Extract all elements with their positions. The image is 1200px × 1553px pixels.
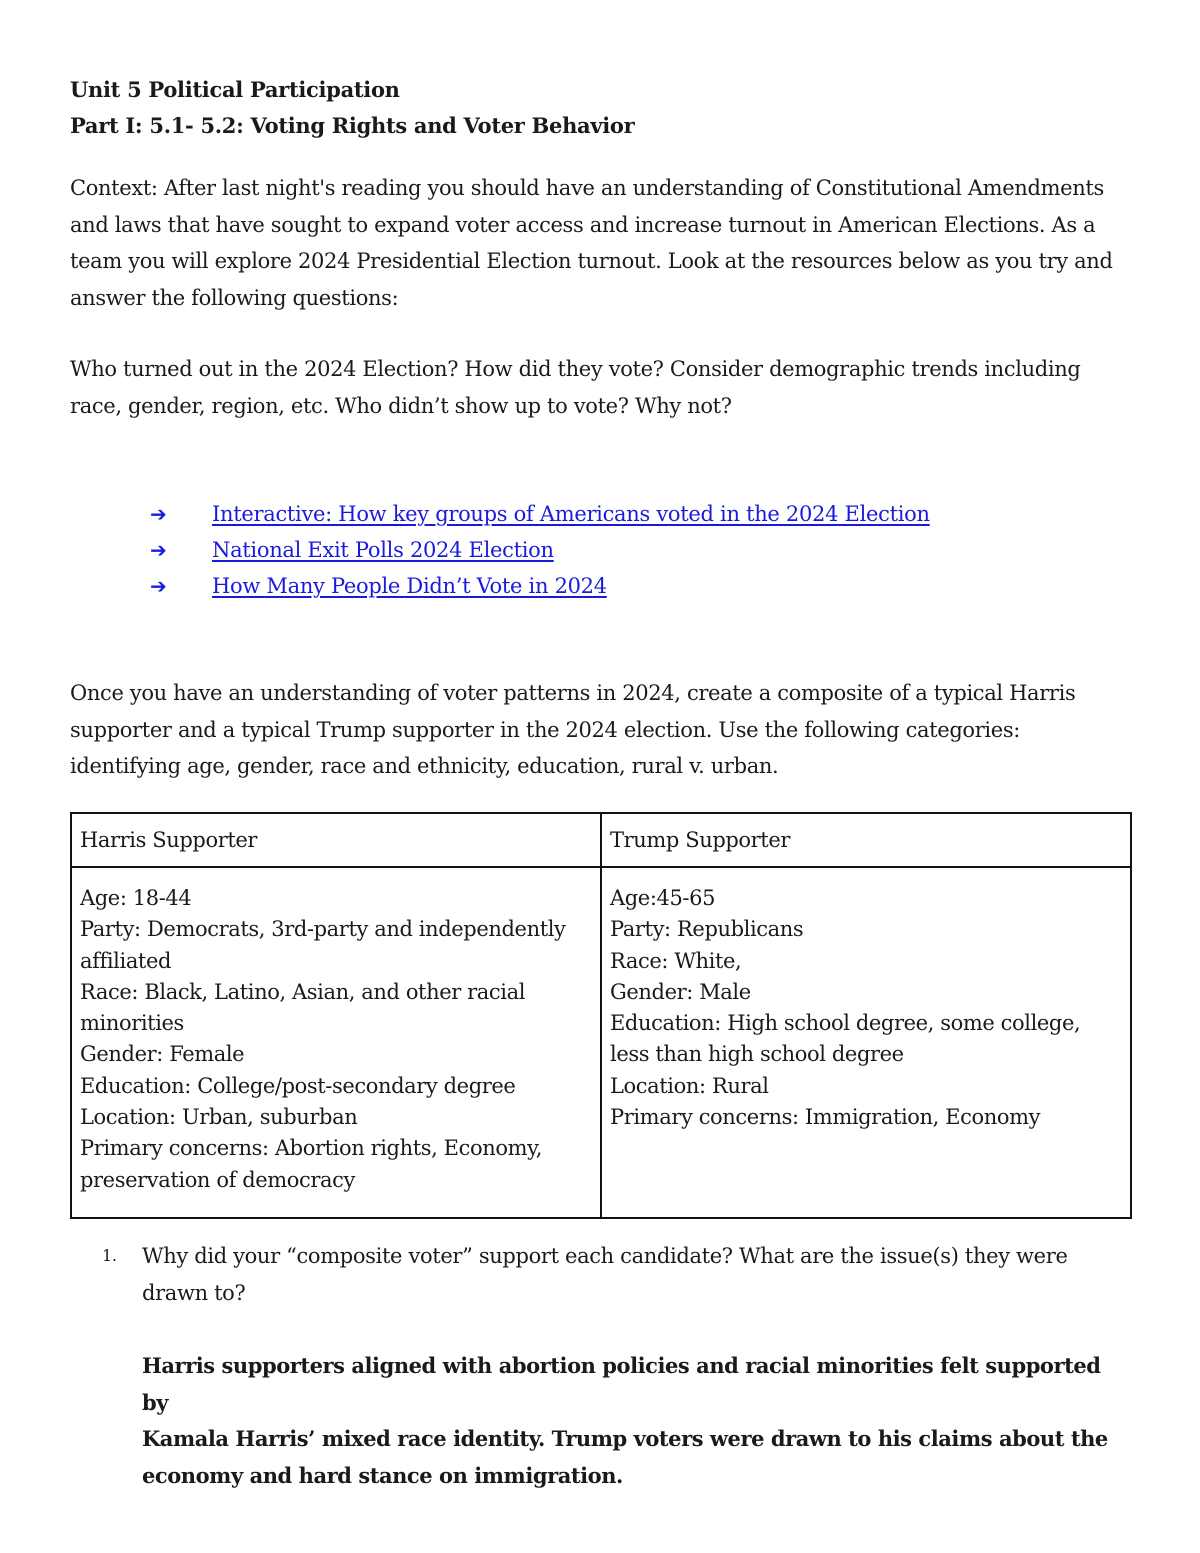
question-line: Why did your “composite voter” support each candidate? What are the issue(s) they were [142,1244,1068,1268]
resource-link-item [150,532,930,568]
context-line: Context: After last night's reading you should have an understanding of Constitutional Amendments [70,176,1104,200]
resource-link-item [150,568,930,604]
instructions-line: Once you have an understanding of voter patterns in 2024, create a composite of a typical Harris [70,681,1076,705]
link-national-exit-polls[interactable]: National Exit Polls 2024 Election [212,538,554,562]
trump-detail-line: Location: Rural [610,1073,769,1098]
table-header-row [71,813,1131,867]
trump-details-cell [601,867,1131,1218]
trump-detail-line: Age:45-65 [610,886,716,910]
answer-line: economy and hard stance on immigration. [142,1462,623,1488]
question-line: drawn to? [142,1280,246,1305]
harris-detail-line: Location: Urban, suburban [80,1105,358,1130]
harris-detail-line: Age: 18-44 [80,886,192,910]
harris-detail-line: minorities [80,1011,184,1036]
unit-title: Unit 5 Political Participation [70,77,400,102]
arrow-bullet-icon: ➔ [150,574,167,598]
guiding-question-line: race, gender, region, etc. Who didn’t show up to vote? Why not? [70,393,732,418]
trump-detail-line: Primary concerns: Immigration, Economy [610,1105,1041,1130]
question-text [142,1238,1102,1311]
trump-detail-line: Education: High school degree, some college, [610,1011,1081,1036]
link-interactive-key-groups[interactable]: Interactive: How key groups of Americans voted in the 2024 Election [212,502,930,526]
answer-1 [142,1348,1122,1494]
instructions-paragraph [70,675,1140,785]
trump-detail-line: Gender: Male [610,979,751,1004]
link-didnt-vote[interactable]: How Many People Didn’t Vote in 2024 [212,574,607,598]
part-title: Part I: 5.1- 5.2: Voting Rights and Voter Behavior [70,113,635,138]
resource-links-list [150,496,930,604]
context-paragraph [70,170,1140,316]
guiding-question-line: Who turned out in the 2024 Election? How did they vote? Consider demographic trends including [70,357,1081,381]
context-line: team you will explore 2024 Presidential Election turnout. Look at the resources below as you try and [70,249,1113,273]
harris-detail-line: preservation of democracy [80,1167,355,1192]
composite-voter-table [70,812,1132,1219]
answer-line: Kamala Harris’ mixed race identity. Trump voters were drawn to his claims about the [142,1426,1108,1451]
harris-detail-line: Gender: Female [80,1042,245,1067]
trump-detail-line: less than high school degree [610,1042,904,1067]
context-line: answer the following questions: [70,285,399,310]
harris-detail-line: affiliated [80,948,172,973]
arrow-bullet-icon: ➔ [150,502,167,526]
harris-detail-line: Party: Democrats, 3rd-party and independently [80,917,566,942]
question-number: 1. [102,1246,117,1265]
harris-detail-line: Primary concerns: Abortion rights, Economy, [80,1136,543,1161]
instructions-line: identifying age, gender, race and ethnicity, education, rural v. urban. [70,754,779,778]
harris-detail-line: Race: Black, Latino, Asian, and other racial [80,979,526,1004]
trump-detail-line: Party: Republicans [610,917,804,942]
trump-header-cell: Trump Supporter [601,813,1131,867]
table-row [71,867,1131,1218]
document-title [70,72,634,144]
harris-detail-line: Education: College/post-secondary degree [80,1073,516,1098]
guiding-questions-paragraph [70,351,1140,424]
resource-link-item [150,496,930,532]
context-line: and laws that have sought to expand voter access and increase turnout in American Elections. As a [70,212,1096,237]
arrow-bullet-icon: ➔ [150,538,167,562]
instructions-line: supporter and a typical Trump supporter in the 2024 election. Use the following categories: [70,717,1020,742]
harris-header-cell: Harris Supporter [71,813,601,867]
answer-line: Harris supporters aligned with abortion policies and racial minorities felt supported by [142,1353,1101,1415]
trump-detail-line: Race: White, [610,948,742,973]
harris-details-cell [71,867,601,1218]
